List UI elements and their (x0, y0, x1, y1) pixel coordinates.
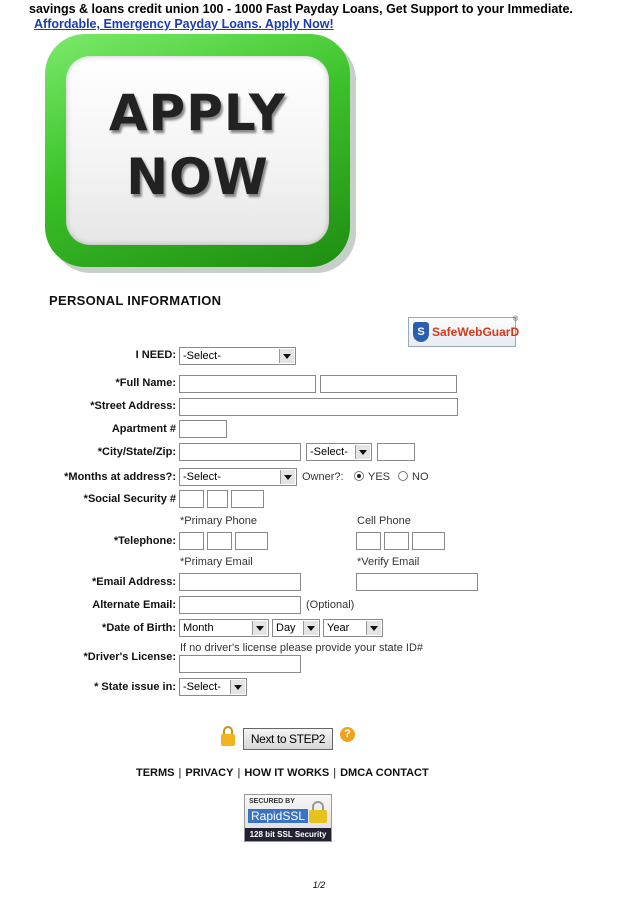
state-value: -Select- (310, 446, 348, 458)
i-need-select[interactable] (179, 347, 296, 365)
license-input[interactable] (179, 655, 301, 673)
safewebguard-badge[interactable] (408, 316, 520, 347)
primary-phone-hint: *Primary Phone (180, 515, 258, 527)
primary-email-hint: *Primary Email (180, 556, 253, 568)
apply-button-frame (45, 34, 350, 267)
chevron-down-icon (366, 621, 381, 635)
ssl-brand: RapidSSL (248, 809, 308, 823)
now-text: NOW (126, 148, 269, 206)
dob-year-value: Year (327, 622, 350, 634)
owner-no-radio[interactable] (398, 471, 408, 481)
apply-now-button[interactable] (45, 34, 360, 274)
phone-area-input[interactable] (179, 532, 204, 550)
verify-email-input[interactable] (356, 573, 478, 591)
phone-prefix-input[interactable] (207, 532, 232, 550)
city-state-zip-label: *City/State/Zip: (97, 446, 176, 458)
dmca-contact-link[interactable]: DMCA CONTACT (340, 767, 429, 779)
apartment-label: Apartment # (111, 423, 176, 435)
chevron-down-icon (279, 349, 294, 363)
license-label: *Driver's License: (83, 651, 176, 663)
ssn-part2-input[interactable] (207, 490, 228, 508)
months-value: -Select- (183, 471, 221, 483)
license-hint: If no driver's license please provide your state ID# (180, 642, 423, 654)
owner-label: Owner?: (302, 471, 344, 483)
how-it-works-link[interactable]: HOW IT WORKS (244, 767, 330, 779)
owner-yes-label: YES (368, 471, 391, 483)
footer-separator: | (333, 767, 337, 779)
dob-day-select[interactable] (272, 619, 320, 637)
email-input[interactable] (179, 573, 301, 591)
help-icon[interactable]: ? (340, 727, 355, 742)
ssl-secured-by: SECURED BY (249, 798, 295, 805)
state-select[interactable] (306, 443, 372, 461)
chevron-down-icon (252, 621, 267, 635)
city-input[interactable] (179, 443, 301, 461)
chevron-down-icon (230, 680, 245, 694)
apply-button-face (66, 56, 329, 245)
i-need-label: I NEED: (135, 349, 176, 361)
cell-prefix-input[interactable] (384, 532, 409, 550)
zip-input[interactable] (377, 443, 415, 461)
cell-line-input[interactable] (412, 532, 445, 550)
months-select[interactable] (179, 468, 297, 486)
badge-text: SafeWebGuarD (432, 325, 520, 339)
dob-label: *Date of Birth: (102, 622, 176, 634)
cell-area-input[interactable] (356, 532, 381, 550)
padlock-icon (309, 801, 327, 823)
privacy-link[interactable]: PRIVACY (185, 767, 234, 779)
registered-mark: ® (513, 316, 519, 323)
apply-text: APPLY (108, 84, 287, 142)
rapidssl-badge[interactable] (244, 794, 332, 842)
dob-year-select[interactable] (323, 619, 383, 637)
first-name-input[interactable] (179, 375, 316, 393)
street-label: *Street Address: (90, 400, 176, 412)
chevron-down-icon (355, 445, 370, 459)
email-label: *Email Address: (92, 576, 176, 588)
street-input[interactable] (179, 398, 458, 416)
apply-link[interactable]: Affordable, Emergency Payday Loans. Apply Now! (34, 17, 334, 31)
telephone-label: *Telephone: (113, 535, 176, 547)
next-step-button[interactable]: Next to STEP2 (243, 728, 333, 750)
last-name-input[interactable] (320, 375, 457, 393)
dob-month-value: Month (183, 622, 214, 634)
ssl-strength: 128 bit SSL Security (245, 828, 331, 841)
state-issue-value: -Select- (183, 681, 221, 693)
cell-phone-hint: Cell Phone (357, 515, 411, 527)
owner-no-label: NO (412, 471, 429, 483)
ssn-part1-input[interactable] (179, 490, 204, 508)
apartment-input[interactable] (179, 420, 227, 438)
ssn-label: *Social Security # (83, 493, 176, 505)
owner-yes-radio[interactable] (354, 471, 364, 481)
footer-links (136, 767, 429, 779)
ssn-part3-input[interactable] (231, 490, 264, 508)
months-label: *Months at address?: (64, 471, 176, 483)
page-headline: savings & loans credit union 100 - 1000 Fast Payday Loans, Get Support to your Immediate. (29, 2, 573, 16)
state-issue-select[interactable] (179, 678, 247, 696)
chevron-down-icon (303, 621, 318, 635)
optional-note: (Optional) (306, 599, 355, 611)
alt-email-label: Alternate Email: (92, 599, 176, 611)
phone-line-input[interactable] (235, 532, 268, 550)
chevron-down-icon (280, 470, 295, 484)
terms-link[interactable]: TERMS (136, 767, 175, 779)
verify-email-hint: *Verify Email (357, 556, 420, 568)
page-number: 1/2 (312, 880, 326, 890)
alt-email-input[interactable] (179, 596, 301, 614)
section-title: PERSONAL INFORMATION (49, 293, 222, 308)
full-name-label: *Full Name: (115, 377, 176, 389)
footer-separator: | (237, 767, 241, 779)
i-need-value: -Select- (183, 350, 221, 362)
state-issue-label: * State issue in: (94, 681, 176, 693)
dob-day-value: Day (276, 622, 296, 634)
dob-month-select[interactable] (179, 619, 269, 637)
footer-separator: | (178, 767, 182, 779)
lock-icon (221, 726, 235, 746)
shield-icon: S (413, 322, 429, 342)
